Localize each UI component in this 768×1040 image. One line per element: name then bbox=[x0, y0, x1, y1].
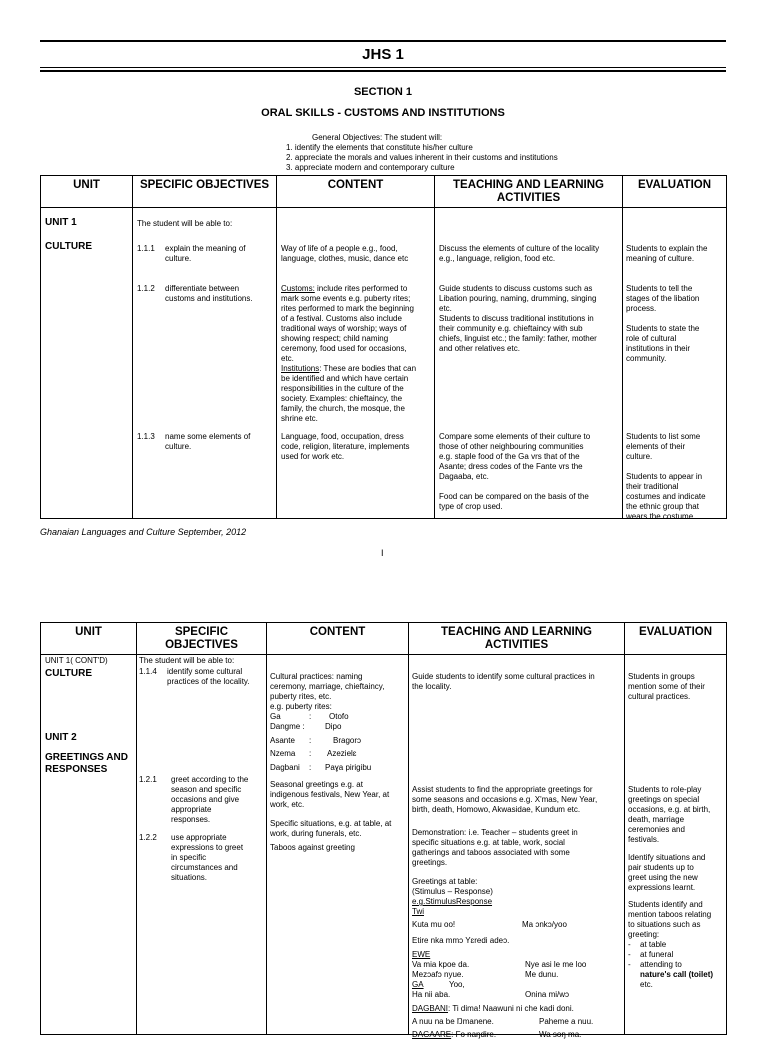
activity-text: birth, death, Homowo, Akwasidae, Kundum etc. bbox=[412, 805, 581, 814]
eval-text: etc. bbox=[640, 980, 653, 989]
obj-text: responses. bbox=[171, 815, 211, 824]
content-text: of a festival. Customs also include bbox=[281, 314, 402, 323]
header-content: CONTENT bbox=[267, 623, 409, 655]
unit-2: UNIT 2 bbox=[45, 732, 77, 743]
activity-text: Asante; dress codes of the Fante vrs the bbox=[439, 462, 583, 471]
eval-text: institutions in their bbox=[626, 344, 691, 353]
eval-text: role of cultural bbox=[626, 334, 677, 343]
obj-text: culture. bbox=[165, 442, 192, 451]
content-text bbox=[281, 364, 416, 374]
eval-text: Students to explain the bbox=[626, 244, 708, 253]
greeting-stimulus: Va mia kpoe da. bbox=[412, 960, 470, 969]
obj-text: season and specific bbox=[171, 785, 242, 794]
activities-cell bbox=[435, 208, 623, 519]
page-footer: Ghanaian Languages and Culture September, 2012 bbox=[40, 527, 247, 537]
obj-text: greet according to the bbox=[171, 775, 249, 784]
eval-text: the ethnic group that bbox=[626, 502, 699, 511]
content-text bbox=[281, 284, 407, 294]
content-text: Language, food, occupation, dress bbox=[281, 432, 404, 441]
header-objectives: SPECIFIC OBJECTIVES bbox=[137, 623, 267, 655]
eval-text: Students to appear in bbox=[626, 472, 703, 481]
ga-label: GA bbox=[412, 980, 424, 989]
greeting-response: Paheme a nuu. bbox=[539, 1017, 594, 1026]
content-cell bbox=[267, 655, 409, 1035]
activity-text: greetings. bbox=[412, 858, 448, 867]
obj-num: 1.1.1 bbox=[137, 244, 155, 253]
general-objectives-lead: General Objectives: The student will: bbox=[312, 133, 443, 142]
rite-term: Paɣa pirigibu bbox=[325, 763, 372, 772]
unit-title: CULTURE bbox=[45, 241, 93, 252]
activity-text: Students to discuss traditional institutions in bbox=[439, 314, 594, 323]
ewe-label: EWE bbox=[412, 950, 431, 959]
eval-text: process. bbox=[626, 304, 657, 313]
rite-term: Azezielɛ bbox=[327, 749, 357, 758]
general-objective-1: 1. identify the elements that constitute his/her culture bbox=[286, 143, 473, 152]
eval-text: Students to role-play bbox=[628, 785, 702, 794]
activity-text: Libation pouring, naming, drumming, singing bbox=[439, 294, 597, 303]
dagbani-text: : Ti dima! Naawuni ni che kadi doni. bbox=[448, 1004, 574, 1013]
activity-text: Greetings at table: bbox=[412, 877, 478, 886]
activity-text: specific situations e.g. at table, work, social bbox=[412, 838, 565, 847]
content-text: mark some events e.g. puberty rites; bbox=[281, 294, 411, 303]
rite-sep: : bbox=[309, 763, 312, 772]
bullet-dash: - bbox=[628, 960, 631, 969]
unit-cont-label: UNIT 1( CONT'D) bbox=[45, 656, 108, 665]
activity-text: Discuss the elements of culture of the locality bbox=[439, 244, 600, 253]
eval-text: occasions, e.g. at birth, bbox=[628, 805, 711, 814]
dagaare-text: : Fo naŋdire. bbox=[451, 1030, 497, 1039]
activity-text: type of crop used. bbox=[439, 502, 503, 511]
eval-text: Students identify and bbox=[628, 900, 703, 909]
obj-num: 1.1.4 bbox=[139, 667, 157, 676]
eval-text: meaning of culture. bbox=[626, 254, 695, 263]
content-text: language, clothes, music, dance etc bbox=[281, 254, 409, 263]
activity-text: those of other neighbouring communities bbox=[439, 442, 584, 451]
eval-text: costumes and indicate bbox=[626, 492, 706, 501]
eval-text: cultural practices. bbox=[628, 692, 691, 701]
objectives-intro: The student will be able to: bbox=[137, 219, 233, 228]
eval-text: ceremonies and bbox=[628, 825, 685, 834]
eval-text: stages of the libation bbox=[626, 294, 700, 303]
content-text: family, the church, the mosque, the bbox=[281, 404, 405, 413]
eval-bullet: at funeral bbox=[640, 950, 674, 959]
content-text: shrine etc. bbox=[281, 414, 318, 423]
greeting-response: Onina mi/wɔ bbox=[525, 990, 570, 999]
content-text: Seasonal greetings e.g. at bbox=[270, 780, 363, 789]
eval-text: Students in groups bbox=[628, 672, 695, 681]
unit-2-title: RESPONSES bbox=[45, 764, 108, 775]
objectives-cell bbox=[133, 208, 277, 519]
content-text: Way of life of a people e.g., food, bbox=[281, 244, 398, 253]
activity-text: etc. bbox=[439, 304, 452, 313]
syllabus-table-1 bbox=[40, 175, 727, 519]
activity-text: e.g., language, religion, food etc. bbox=[439, 254, 556, 263]
activity-text: Guide students to identify some cultural practices in bbox=[412, 672, 595, 681]
bullet-dash: - bbox=[628, 950, 631, 959]
eval-text: Students to tell the bbox=[626, 284, 693, 293]
activity-text: Demonstration: i.e. Teacher – students greet in bbox=[412, 828, 578, 837]
eval-text: greeting: bbox=[628, 930, 660, 939]
header-objectives: SPECIFIC OBJECTIVES bbox=[133, 176, 277, 208]
rite-lang: Nzema bbox=[270, 749, 296, 758]
activity-text: Assist students to find the appropriate greetings for bbox=[412, 785, 593, 794]
unit-culture: CULTURE bbox=[45, 668, 93, 679]
greeting-response: Wa soŋ ma. bbox=[539, 1030, 582, 1039]
eval-bullet: attending to bbox=[640, 960, 682, 969]
greeting-stimulus: Ha nii aba. bbox=[412, 990, 451, 999]
eval-text: Identify situations and bbox=[628, 853, 706, 862]
greeting-response: Me dunu. bbox=[525, 970, 559, 979]
eval-text: elements of their bbox=[626, 442, 686, 451]
content-text: code, religion, literature, implements bbox=[281, 442, 410, 451]
header-unit: UNIT bbox=[41, 176, 133, 208]
content-text: responsibilities in the culture of the bbox=[281, 384, 404, 393]
eval-text: greetings on special bbox=[628, 795, 700, 804]
customs-text: include rites performed to bbox=[314, 284, 408, 293]
obj-text: practices of the locality. bbox=[167, 677, 250, 686]
header-activities: TEACHING AND LEARNING ACTIVITIES bbox=[409, 623, 625, 655]
rite-lang: Ga bbox=[270, 712, 281, 721]
dagbani-line bbox=[412, 1004, 574, 1014]
objectives-cell bbox=[137, 655, 267, 1035]
activity-text: Food can be compared on the basis of the bbox=[439, 492, 589, 501]
content-text: Taboos against greeting bbox=[270, 843, 355, 852]
content-text: e.g. puberty rites: bbox=[270, 702, 332, 711]
header-content: CONTENT bbox=[277, 176, 435, 208]
content-text: ceremony, food used for occasions, bbox=[281, 344, 407, 353]
dagbani-label: DAGBANI bbox=[412, 1004, 449, 1013]
obj-text: name some elements of bbox=[165, 432, 251, 441]
eval-text: Students to list some bbox=[626, 432, 701, 441]
section-label: SECTION 1 bbox=[353, 86, 413, 98]
greeting-response: Ma ɔnkɔ/yoo bbox=[522, 920, 567, 929]
content-text: be identified and which have certain bbox=[281, 374, 409, 383]
activity-text: Dagaaba, etc. bbox=[439, 472, 489, 481]
eval-text: expressions learnt. bbox=[628, 883, 696, 892]
obj-text: occasions and give bbox=[171, 795, 240, 804]
obj-text: culture. bbox=[165, 254, 192, 263]
unit-2-title: GREETINGS AND bbox=[45, 752, 128, 763]
header-unit: UNIT bbox=[41, 623, 137, 655]
content-text: showing respect; child naming bbox=[281, 334, 389, 343]
obj-text: expressions to greet bbox=[171, 843, 244, 852]
activity-text: their community e.g. chieftaincy with sub bbox=[439, 324, 583, 333]
obj-text: situations. bbox=[171, 873, 208, 882]
page-number: I bbox=[381, 548, 384, 558]
obj-text: differentiate between bbox=[165, 284, 240, 293]
content-text: indigenous festivals, New Year, at bbox=[270, 790, 390, 799]
activity-text: and other relatives etc. bbox=[439, 344, 520, 353]
obj-text: explain the meaning of bbox=[165, 244, 246, 253]
activity-text: e.g. staple food of the Ga vrs that of the bbox=[439, 452, 580, 461]
content-text: Specific situations, e.g. at table, at bbox=[270, 819, 392, 828]
eval-text: festivals. bbox=[628, 835, 660, 844]
eval-text: Students to state the bbox=[626, 324, 700, 333]
rite-lang: Asante bbox=[270, 736, 295, 745]
objectives-intro: The student will be able to: bbox=[139, 656, 235, 665]
rite-sep: : bbox=[309, 749, 312, 758]
header-evaluation: EVALUATION bbox=[623, 176, 727, 208]
twi-label: Twi bbox=[412, 907, 424, 916]
activity-text: e.g.StimulusResponse bbox=[412, 897, 493, 906]
institutions-label: Institutions bbox=[281, 364, 320, 373]
activity-text: (Stimulus – Response) bbox=[412, 887, 493, 896]
top-rule-3 bbox=[40, 70, 726, 72]
dagaare-label: DAGAARE bbox=[412, 1030, 452, 1039]
header-activities: TEACHING AND LEARNING ACTIVITIES bbox=[435, 176, 623, 208]
greeting-stimulus: Kuta mu oo! bbox=[412, 920, 456, 929]
eval-text: their traditional bbox=[626, 482, 679, 491]
eval-text: wears the costume. bbox=[626, 512, 696, 521]
content-text: puberty rites, etc. bbox=[270, 692, 332, 701]
page-heading: JHS 1 bbox=[362, 46, 404, 63]
evaluation-cell bbox=[623, 208, 727, 519]
content-text: ceremony, marriage, chieftaincy, bbox=[270, 682, 385, 691]
rite-lang: Dangme : bbox=[270, 722, 305, 731]
activity-text: Compare some elements of their culture to bbox=[439, 432, 591, 441]
content-text: traditional ways of worship; ways of bbox=[281, 324, 407, 333]
activity-text: gatherings and taboos associated with some bbox=[412, 848, 570, 857]
general-objective-2: 2. appreciate the morals and values inherent in their customs and institutions bbox=[286, 153, 558, 162]
activity-text: chiefs, linguist etc.; the family: father, mother bbox=[439, 334, 597, 343]
content-cell bbox=[277, 208, 435, 519]
general-objective-3: 3. appreciate modern and contemporary culture bbox=[286, 163, 455, 172]
top-rule-2 bbox=[40, 67, 726, 68]
rite-lang: Dagbani bbox=[270, 763, 300, 772]
obj-num: 1.2.1 bbox=[139, 775, 157, 784]
obj-text: customs and institutions. bbox=[165, 294, 253, 303]
dagaare-line bbox=[412, 1030, 496, 1040]
obj-text: use appropriate bbox=[171, 833, 227, 842]
content-text: used for work etc. bbox=[281, 452, 345, 461]
obj-text: appropriate bbox=[171, 805, 212, 814]
rite-term: Dipo bbox=[325, 722, 342, 731]
activity-text: the locality. bbox=[412, 682, 452, 691]
content-text: etc. bbox=[281, 354, 294, 363]
evaluation-cell bbox=[625, 655, 727, 1035]
rite-sep: : bbox=[309, 712, 312, 721]
obj-text: in specific bbox=[171, 853, 207, 862]
content-text: Cultural practices: naming bbox=[270, 672, 363, 681]
greeting-text: Yoo, bbox=[449, 980, 465, 989]
greeting-stimulus: Etire nka mmɔ Yɛredi adeɔ. bbox=[412, 936, 510, 945]
eval-text: greet using the new bbox=[628, 873, 698, 882]
activities-cell bbox=[409, 655, 625, 1039]
content-text: society. Examples: chieftaincy, the bbox=[281, 394, 403, 403]
eval-text: pair students up to bbox=[628, 863, 694, 872]
unit-number: UNIT 1 bbox=[45, 217, 77, 228]
obj-text: circumstances and bbox=[171, 863, 238, 872]
greeting-response: Nye asi le me loo bbox=[525, 960, 587, 969]
eval-text: to situations such as bbox=[628, 920, 701, 929]
eval-text: mention some of their bbox=[628, 682, 705, 691]
activity-text: Guide students to discuss customs such as bbox=[439, 284, 593, 293]
unit-cell bbox=[41, 655, 137, 1035]
bullet-dash: - bbox=[628, 940, 631, 949]
greeting-stimulus: Mezɔafɔ nyue. bbox=[412, 970, 464, 979]
eval-text: mention taboos relating bbox=[628, 910, 712, 919]
unit-cell bbox=[41, 208, 133, 519]
obj-text: identify some cultural bbox=[167, 667, 243, 676]
header-evaluation: EVALUATION bbox=[625, 623, 727, 655]
obj-num: 1.2.2 bbox=[139, 833, 157, 842]
content-text: work, etc. bbox=[270, 800, 305, 809]
rite-term: Bragorɔ bbox=[333, 736, 362, 745]
rite-sep: : bbox=[309, 736, 312, 745]
eval-text: death, marriage bbox=[628, 815, 685, 824]
eval-bullet: at table bbox=[640, 940, 667, 949]
top-rule-1 bbox=[40, 40, 726, 42]
eval-text: community. bbox=[626, 354, 667, 363]
activity-text: some seasons and occasions e.g. X'mas, New Year, bbox=[412, 795, 598, 804]
eval-text: culture. bbox=[626, 452, 653, 461]
institutions-text: : These are bodies that can bbox=[319, 364, 417, 373]
syllabus-table-2 bbox=[40, 622, 727, 1039]
content-text: work, during funerals, etc. bbox=[270, 829, 362, 838]
obj-num: 1.1.3 bbox=[137, 432, 155, 441]
content-text: rites performed to mark the beginning bbox=[281, 304, 414, 313]
customs-label: Customs: bbox=[281, 284, 315, 293]
obj-num: 1.1.2 bbox=[137, 284, 155, 293]
greeting-stimulus: A nuu na be Ŋmanene. bbox=[412, 1017, 494, 1026]
rite-term: Otofo bbox=[329, 712, 349, 721]
eval-bold-text: nature's call (toilet) bbox=[640, 970, 714, 979]
section-title: ORAL SKILLS - CUSTOMS AND INSTITUTIONS bbox=[261, 107, 505, 119]
